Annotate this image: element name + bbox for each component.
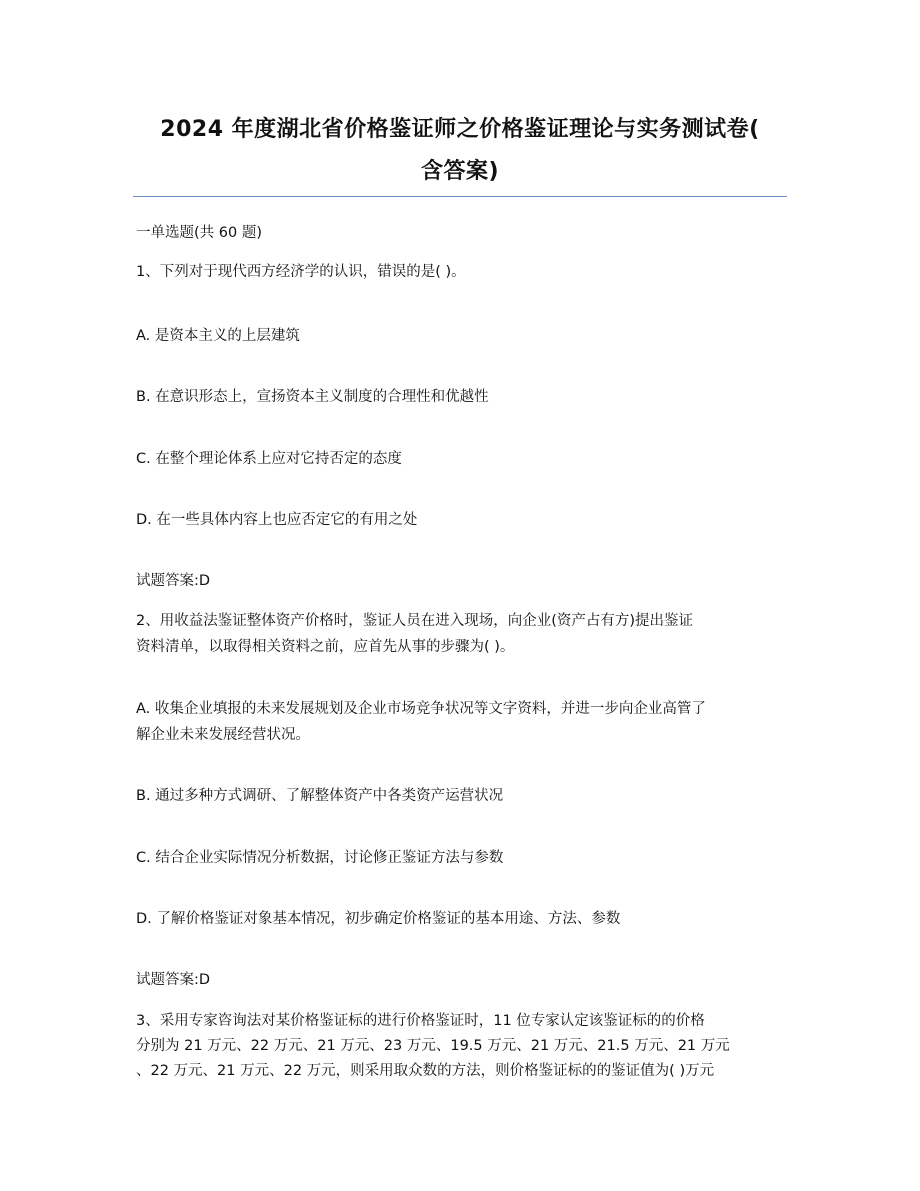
question-1-option-a: A. 是资本主义的上层建筑 bbox=[136, 328, 300, 344]
question-2-option-c: C. 结合企业实际情况分析数据，讨论修正鉴证方法与参数 bbox=[136, 850, 504, 866]
question-2-option-d: D. 了解价格鉴证对象基本情况，初步确定价格鉴证的基本用途、方法、参数 bbox=[136, 911, 621, 927]
document-title-line-2: 含答案) bbox=[420, 159, 500, 184]
question-2-option-b: B. 通过多种方式调研、了解整体资产中各类资产运营状况 bbox=[136, 788, 504, 804]
document-title-line-1: 2024 年度湖北省价格鉴证师之价格鉴证理论与实务测试卷( bbox=[160, 117, 760, 142]
question-2-answer: 试题答案:D bbox=[136, 972, 211, 988]
question-1-answer: 试题答案:D bbox=[136, 573, 211, 589]
question-2-option-a-line-2: 解企业未来发展经营状况。 bbox=[136, 727, 310, 743]
section-heading: 一单选题(共 60 题) bbox=[136, 225, 262, 241]
question-1-option-c: C. 在整个理论体系上应对它持否定的态度 bbox=[136, 451, 402, 467]
question-1-stem: 1、下列对于现代西方经济学的认识，错误的是( )。 bbox=[136, 264, 466, 280]
question-1-option-b: B. 在意识形态上，宣扬资本主义制度的合理性和优越性 bbox=[136, 389, 489, 405]
question-2-option-a-line-1: A. 收集企业填报的未来发展规划及企业市场竞争状况等文字资料，并进一步向企业高管了 bbox=[136, 701, 706, 717]
question-2-stem-line-2: 资料清单，以取得相关资料之前，应首先从事的步骤为( )。 bbox=[136, 639, 515, 655]
question-3-stem-line-1: 3、采用专家咨询法对某价格鉴证标的进行价格鉴证时，11 位专家认定该鉴证标的的价格 bbox=[136, 1013, 705, 1029]
title-divider bbox=[133, 196, 787, 197]
question-3-stem-line-3: 、22 万元、21 万元、22 万元，则采用取众数的方法，则价格鉴证标的的鉴证值为( )万元 bbox=[136, 1063, 715, 1079]
question-1-option-d: D. 在一些具体内容上也应否定它的有用之处 bbox=[136, 512, 418, 528]
question-2-stem-line-1: 2、用收益法鉴证整体资产价格时，鉴证人员在进入现场，向企业(资产占有方)提出鉴证 bbox=[136, 613, 694, 629]
question-3-stem-line-2: 分别为 21 万元、22 万元、21 万元、23 万元、19.5 万元、21 万元、21.5 万元、21 万元 bbox=[136, 1038, 730, 1054]
